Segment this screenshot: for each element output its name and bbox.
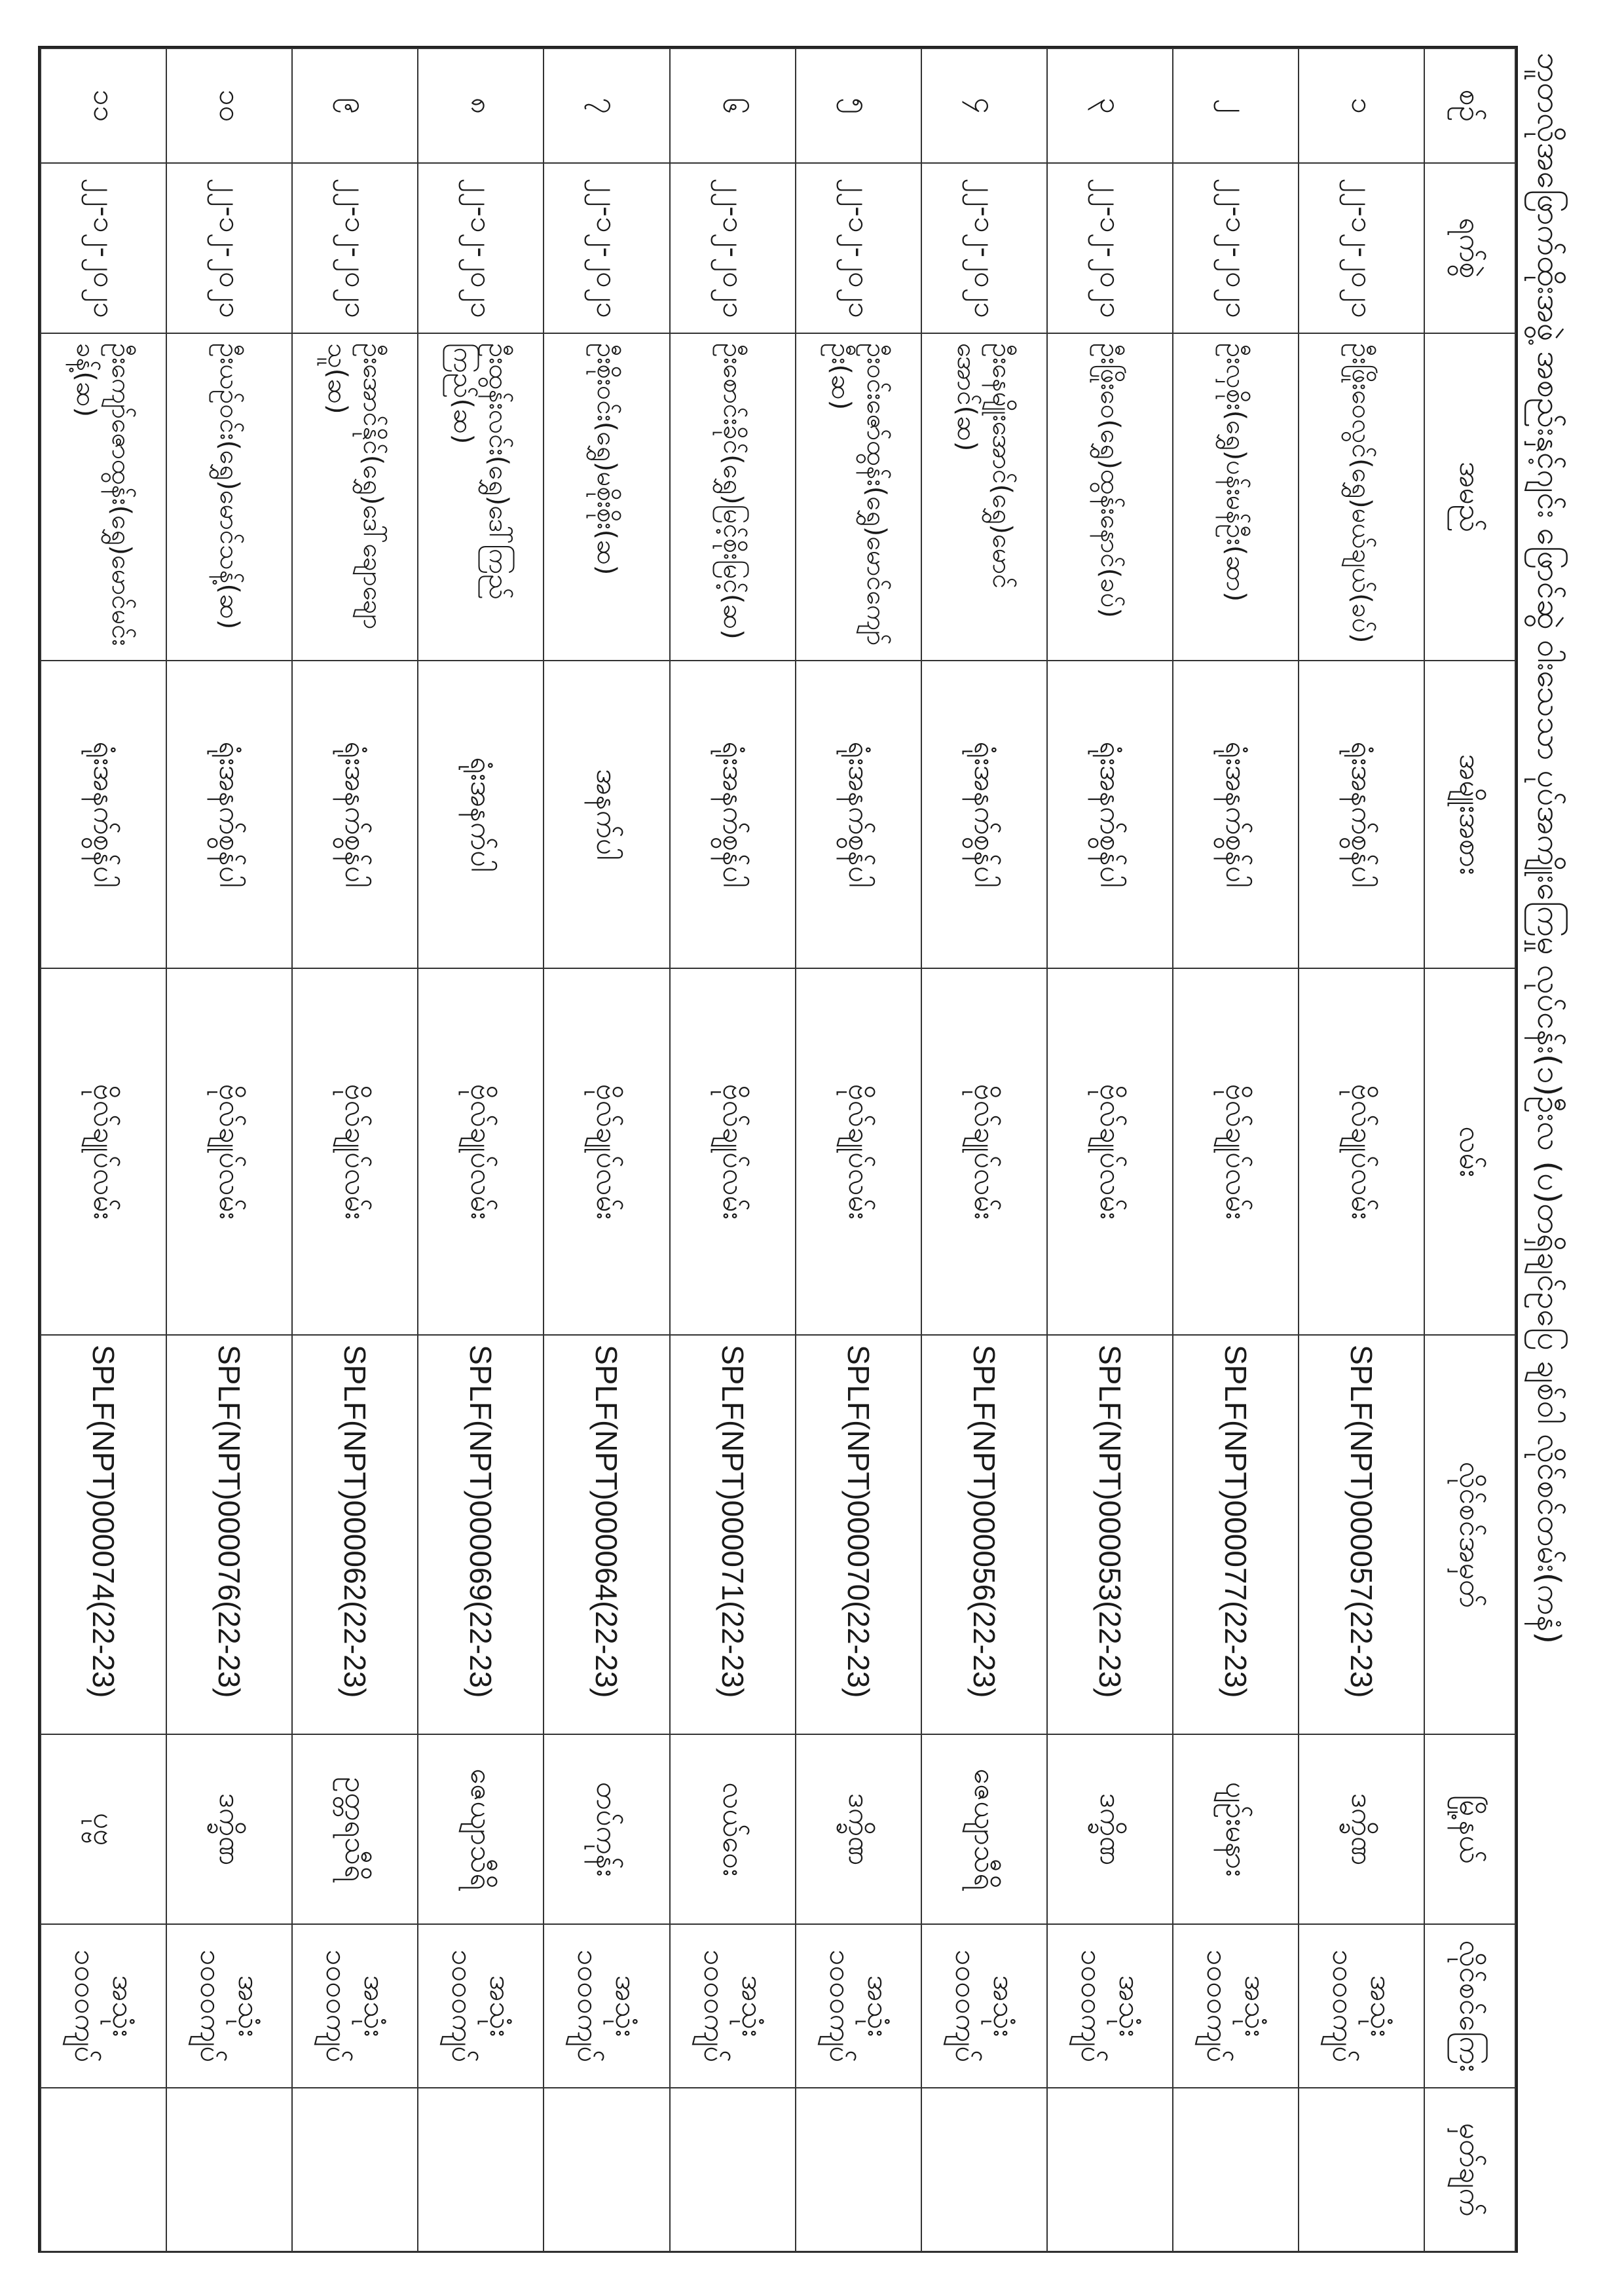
row-license-no: SPLF(NPT)000074(22-23) [41, 1335, 166, 1734]
row-township: ဒက္ခိဏ [1047, 1734, 1173, 1924]
row-remark [1047, 2088, 1173, 2251]
row-township: ပျဉ်းမနား [1173, 1734, 1299, 1924]
table-row [166, 48, 292, 2251]
table-row [670, 48, 796, 2251]
row-license-no: SPLF(NPT)000077(22-23) [1173, 1335, 1299, 1734]
row-name: ဦးဝင်းဇော်ထွန်း(ရွှေ)မောင်ကျော်ဦး(ဆ) [796, 333, 921, 661]
header-date: ရက်စွဲ [1424, 163, 1515, 333]
row-fees: အသုံး ၁၀၀၀ကျပ် [544, 1924, 669, 2088]
row-township: ဇေယျာသီရိ [921, 1734, 1047, 1924]
row-number: ၈ [418, 48, 544, 163]
row-remark [921, 2088, 1047, 2251]
row-fees: အသုံး ၁၀၀၀ကျပ် [166, 1924, 292, 2088]
row-license-no: SPLF(NPT)000056(22-23) [921, 1335, 1047, 1734]
row-remark [544, 2088, 669, 2251]
row-license-no: SPLF(NPT)000070(22-23) [796, 1335, 921, 1734]
row-road: ဗိုလ်ချုပ်လမ်း [921, 968, 1047, 1335]
row-road: ဗိုလ်ချုပ်လမ်း [1173, 968, 1299, 1335]
row-date: ၂၂-၁၂-၂၀၂၁ [1173, 163, 1299, 333]
row-name: ဦးအောင်နိုင်(ရွှေ)ဒေါ်ချောချောသူ(ဆ) [292, 333, 418, 661]
row-type: ရုံးအနက်စွန်ပါ [670, 661, 796, 968]
row-number: ၆ [670, 48, 796, 163]
row-date: ၂၂-၁၂-၂၀၂၁ [796, 163, 921, 333]
header-license-no: လိုင်စင်အမှတ် [1424, 1335, 1515, 1734]
table-row [1047, 48, 1173, 2251]
row-township: တပ်ကုန်း [544, 1734, 669, 1924]
row-date: ၂၂-၁၂-၂၀၂၁ [292, 163, 418, 333]
row-road: ဗိုလ်ချုပ်လမ်း [41, 968, 166, 1335]
row-name: ဦးထွန်းလင်း(ရွှေ)ဒေါ်ကြည်ကြည်(ဆ) [418, 333, 544, 661]
row-date: ၂၂-၁၂-၂၀၂၁ [166, 163, 292, 333]
row-remark [418, 2088, 544, 2251]
row-type: ရုံးအနက်စွန်ပါ [1047, 661, 1173, 968]
header-row [1424, 48, 1515, 2251]
table-row [418, 48, 544, 2251]
row-number: ၄ [921, 48, 1047, 163]
row-date: ၂၂-၁၂-၂၀၂၁ [1299, 163, 1424, 333]
table-row [292, 48, 418, 2251]
row-number: ၁၀ [166, 48, 292, 163]
row-road: ဗိုလ်ချုပ်လမ်း [1047, 968, 1173, 1335]
row-road: ဗိုလ်ချုပ်လမ်း [418, 968, 544, 1335]
row-remark [670, 2088, 796, 2251]
row-township: ဒက္ခိဏ [1299, 1734, 1424, 1924]
header-fees: လိုင်စင်ကြေး [1424, 1924, 1515, 2088]
row-number: ၉ [292, 48, 418, 163]
row-township: ဒက္ခိဏ [166, 1734, 292, 1924]
row-fees: အသုံး ၁၀၀၀ကျပ် [1047, 1924, 1173, 2088]
row-number: ၁ [1299, 48, 1424, 163]
row-date: ၂၂-၁၂-၂၀၂၁ [418, 163, 544, 333]
row-remark [796, 2088, 921, 2251]
row-township: ဇေယျာသီရိ [418, 1734, 544, 1924]
header-township: မြို့နယ် [1424, 1734, 1515, 1924]
row-license-no: SPLF(NPT)000053(22-23) [1047, 1335, 1173, 1734]
row-type: ရုံးအနက်ပါ [418, 661, 544, 968]
row-number: ၃ [1047, 48, 1173, 163]
row-license-no: SPLF(NPT)000076(22-23) [166, 1335, 292, 1734]
row-remark [292, 2088, 418, 2251]
row-type: ရုံးအနက်စွန်ပါ [41, 661, 166, 968]
table-row [41, 48, 166, 2251]
table-row [921, 48, 1047, 2251]
row-remark [41, 2088, 166, 2251]
row-remark [1299, 2088, 1424, 2251]
row-date: ၂၂-၁၂-၂၀၂၁ [670, 163, 796, 333]
row-type: ရုံးအနက်စွန်ပါ [796, 661, 921, 968]
row-type: ရုံးအနက်စွန်ပါ [1299, 661, 1424, 968]
table-row [1173, 48, 1299, 2251]
row-type: ရုံးအနက်စွန်ပါ [921, 661, 1047, 968]
row-type: ရုံးအနက်စွန်ပါ [292, 661, 418, 968]
row-type: ရုံးအနက်စွန်ပါ [1173, 661, 1299, 968]
row-date: ၂၂-၁၂-၂၀၂၁ [921, 163, 1047, 333]
row-fees: အသုံး ၁၀၀၀ကျပ် [418, 1924, 544, 2088]
document-title: ဘူတလိုအဖြောက်ထိုးအဖွဲ့ အစည်းနှင့်ဂျင်း ဖြောင်ဆွဲ ဝါးသေသာ ပုပ်အကျိုးကြေမှု လုပ်ငန်း(၁)ဦးလ (ပ)တရှိချင်ဥပြေ ချစ်ဝါ လိုင်စင်တမ်း(ကနံ) [1530, 52, 1567, 1644]
row-number: ၁၁ [41, 48, 166, 163]
row-road: ဗိုလ်ချုပ်လမ်း [292, 968, 418, 1335]
row-township: ဒက္ခိဏ [796, 1734, 921, 1924]
row-name: ဦးစောင်းခိုင်(ရွှေ)မြင့်စိုးမြင့်(ဆ) [670, 333, 796, 661]
row-number: ၇ [544, 48, 669, 163]
table-row [796, 48, 921, 2251]
row-fees: အသုံး ၁၀၀၀ကျပ် [1173, 1924, 1299, 2088]
license-table [40, 48, 1516, 2252]
header-road: လမ်း [1424, 968, 1515, 1335]
table-body [41, 48, 1424, 2251]
row-township: လယ်ဝေး [670, 1734, 796, 1924]
row-date: ၂၂-၁၂-၂၀၂၁ [544, 163, 669, 333]
row-license-no: SPLF(NPT)000069(22-23) [418, 1335, 544, 1734]
row-license-no: SPLF(NPT)000064(22-23) [544, 1335, 669, 1734]
row-road: ဗိုလ်ချုပ်လမ်း [670, 968, 796, 1335]
row-fees: အသုံး ၁၀၀၀ကျပ် [670, 1924, 796, 2088]
row-name: ဦးစိုးဝင်း(ရွှေ)မစိုးစိုး(ဆ) [544, 333, 669, 661]
header-remark: မှတ်ချက် [1424, 2088, 1515, 2251]
row-type: ရုံးအနက်စွန်ပါ [166, 661, 292, 968]
row-name: ဦးဖြိုးဝေ(ရွှေ)ထွန်းနောင်(ခပ်) [1047, 333, 1173, 661]
row-date: ၂၂-၁၂-၂၀၂၁ [41, 163, 166, 333]
row-name: ဦးဖြိုးဝေလွင်(ရွှေ)မယ်ချယ်(ခပ်) [1299, 333, 1424, 661]
license-table-wrapper [38, 46, 1518, 2253]
row-name: ဦးယဉ်ဝင်း(ရွှေ)မောင်သန့်(ဆ) [166, 333, 292, 661]
table-row [1299, 48, 1424, 2251]
row-type: အနက်ပါ [544, 661, 669, 968]
row-fees: အသုံး ၁၀၀၀ကျပ် [921, 1924, 1047, 2088]
row-date: ၂၂-၁၂-၂၀၂၁ [1047, 163, 1173, 333]
row-fees: အသုံး ၁၀၀၀ကျပ် [292, 1924, 418, 2088]
row-license-no: SPLF(NPT)000062(22-23) [292, 1335, 418, 1734]
header-name: အမည် [1424, 333, 1515, 661]
header-type: အမျိုးအစား [1424, 661, 1515, 968]
row-number: ၅ [796, 48, 921, 163]
row-fees: အသုံး ၁၀၀၀ကျပ် [796, 1924, 921, 2088]
row-fees: အသုံး ၁၀၀၀ကျပ် [41, 1924, 166, 2088]
row-road: ဗိုလ်ချုပ်လမ်း [544, 968, 669, 1335]
row-township: ပုဗ္ဗ [41, 1734, 166, 1924]
row-fees: အသုံး ၁၀၀၀ကျပ် [1299, 1924, 1424, 2088]
row-license-no: SPLF(NPT)000057(22-23) [1299, 1335, 1424, 1734]
row-name: ဦးနေမျိုးအောင်(ရွှေ)မောင်အောင်(ဆ) [921, 333, 1047, 661]
row-number: ၂ [1173, 48, 1299, 163]
row-road: ဗိုလ်ချုပ်လမ်း [166, 968, 292, 1335]
table-row [544, 48, 669, 2251]
row-road: ဗိုလ်ချုပ်လမ်း [1299, 968, 1424, 1335]
row-township: ဥတ္တရသီရိ [292, 1734, 418, 1924]
row-name: ဦးလှစိုး(ရွှေ)ပန်းမန်ဦး(ဆာ) [1173, 333, 1299, 661]
row-license-no: SPLF(NPT)000071(22-23) [670, 1335, 796, 1734]
header-no: စဉ် [1424, 48, 1515, 163]
row-remark [166, 2088, 292, 2251]
row-remark [1173, 2088, 1299, 2251]
table-header [1424, 48, 1515, 2251]
row-name: ဦးကျော်ဇောထွန်း(ရွှေ)မောင်မင်းခန့်(ဆ) [41, 333, 166, 661]
row-road: ဗိုလ်ချုပ်လမ်း [796, 968, 921, 1335]
